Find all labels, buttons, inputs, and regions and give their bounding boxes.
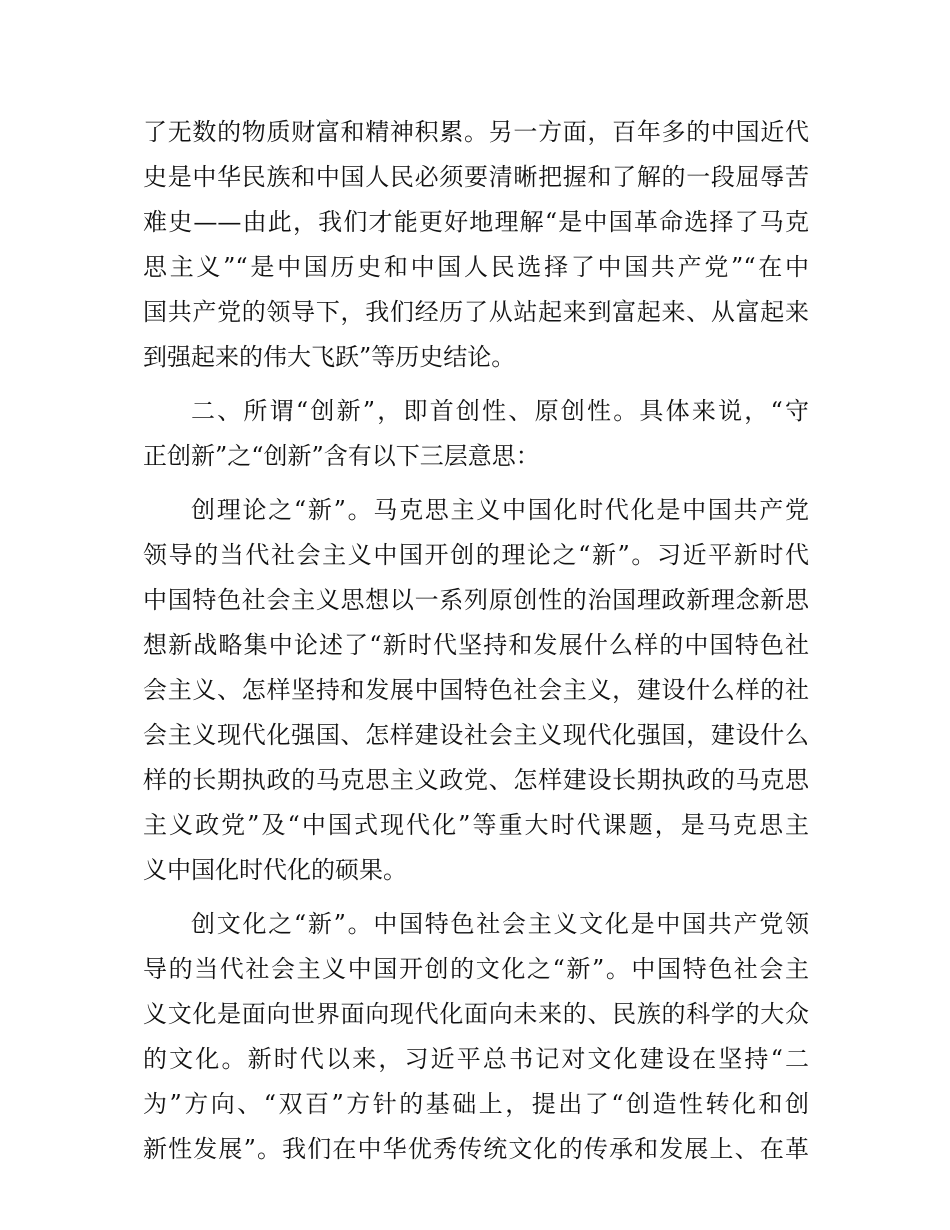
text-line: 难史——由此，我们才能更好地理解“是中国革命选择了马克 — [143, 208, 809, 236]
paragraph-2 — [143, 389, 809, 479]
text-line: 二、所谓“创新”，即首创性、原创性。具体来说，“守 — [191, 397, 809, 425]
text-line: 主义政党”及“中国式现代化”等重大时代课题，是马克思主 — [143, 811, 809, 839]
text-line: 正创新”之“创新”含有以下三层意思： — [143, 442, 540, 470]
body-text — [143, 110, 809, 1172]
text-line: 为”方向、“双百”方针的基础上，提出了“创造性转化和创 — [143, 1090, 809, 1118]
text-line: 导的当代社会主义中国开创的文化之“新”。中国特色社会主 — [143, 955, 809, 983]
text-line: 样的长期执政的马克思主义政党、怎样建设长期执政的马克思 — [143, 766, 809, 794]
text-line: 想新战略集中论述了“新时代坚持和发展什么样的中国特色社 — [143, 631, 809, 659]
paragraph-4 — [143, 902, 809, 1172]
text-line: 义中国化时代化的硕果。 — [143, 856, 407, 884]
paragraph-1 — [143, 110, 809, 380]
text-line: 创理论之“新”。马克思主义中国化时代化是中国共产党 — [191, 496, 809, 524]
text-line: 会主义、怎样坚持和发展中国特色社会主义，建设什么样的社 — [143, 676, 809, 704]
paragraph-3 — [143, 488, 809, 893]
text-line: 新性发展”。我们在中华优秀传统文化的传承和发展上、在革 — [143, 1135, 809, 1163]
text-line: 的文化。新时代以来，习近平总书记对文化建设在坚持“二 — [143, 1045, 809, 1073]
text-line: 史是中华民族和中国人民必须要清晰把握和了解的一段屈辱苦 — [143, 163, 809, 191]
text-line: 会主义现代化强国、怎样建设社会主义现代化强国，建设什么 — [143, 721, 809, 749]
text-line: 义文化是面向世界面向现代化面向未来的、民族的科学的大众 — [143, 1000, 809, 1028]
text-line: 思主义”“是中国历史和中国人民选择了中国共产党”“在中 — [143, 253, 809, 281]
text-line: 了无数的物质财富和精神积累。另一方面，百年多的中国近代 — [143, 118, 809, 146]
text-line: 中国特色社会主义思想以一系列原创性的治国理政新理念新思 — [143, 586, 809, 614]
text-line: 创文化之“新”。中国特色社会主义文化是中国共产党领 — [191, 910, 809, 938]
text-line: 到强起来的伟大飞跃”等历史结论。 — [143, 343, 516, 371]
text-line: 领导的当代社会主义中国开创的理论之“新”。习近平新时代 — [143, 541, 809, 569]
text-line: 国共产党的领导下，我们经历了从站起来到富起来、从富起来 — [143, 298, 809, 326]
